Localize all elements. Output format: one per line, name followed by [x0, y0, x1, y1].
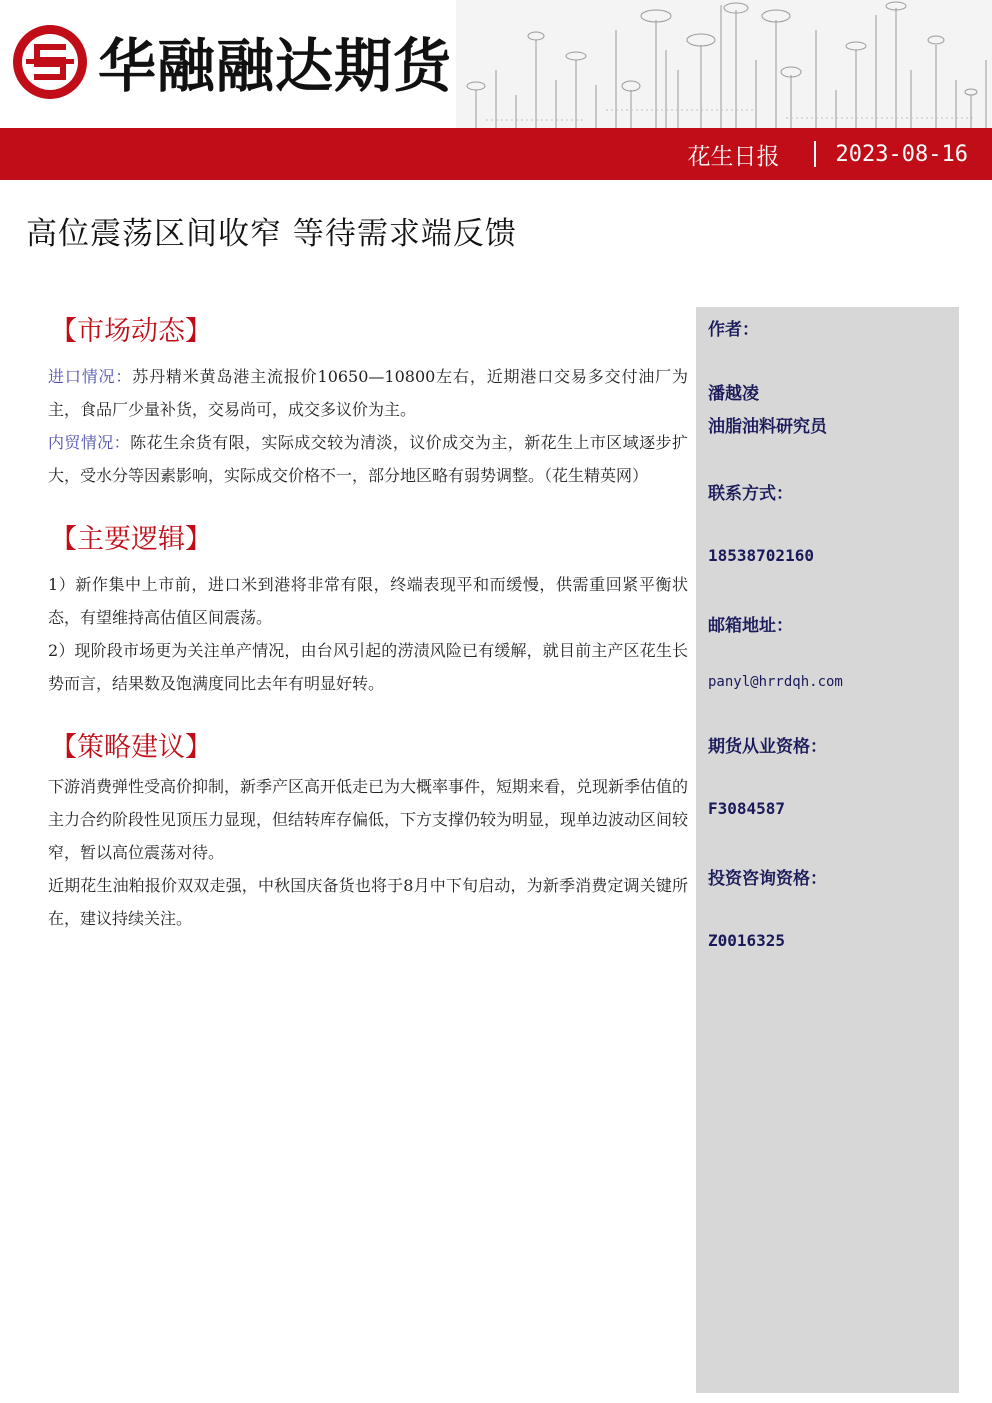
strategy-paragraph: 下游消费弹性受高价抑制，新季产区高开低走已为大概率事件，短期来看，兑现新季估值的主力合约阶段性见顶压力显现，但结转库存偏低，下方支撑仍较为明显，现单边波动区间较窄，暂以高位震荡对待。	[48, 777, 689, 862]
import-text: 苏丹精米黄岛港主流报价10650—10800左右，近期港口交易多交付油厂为主，食品厂少量补货，交易尚可，成交多议价为主。	[48, 367, 688, 419]
page-title: 高位震荡区间收窄 等待需求端反馈	[26, 216, 517, 252]
decorative-lines-graphic	[456, 0, 992, 130]
strategy-paragraph: 近期花生油粕报价双双走强，中秋国庆备货也将于8月中下旬启动，为新季消费定调关键所在，建议持续关注。	[48, 876, 688, 928]
author-name: 潘越凌	[708, 384, 759, 404]
email-address[interactable]: panyl@hrrdqh.com	[708, 674, 843, 690]
domestic-paragraph	[48, 426, 688, 492]
author-sidebar	[696, 307, 959, 1393]
report-header	[0, 0, 992, 185]
futures-qualification-id: F3084587	[708, 799, 786, 818]
company-name: 华融融达期货	[98, 32, 453, 100]
import-paragraph	[48, 360, 688, 426]
logic-item: 1）新作集中上市前，进口米到港将非常有限，终端表现平和而缓慢，供需重回紧平衡状态，有望维持高估值区间震荡。	[48, 575, 688, 627]
author-title: 油脂油料研究员	[708, 417, 827, 437]
domestic-lead: 内贸情况：	[48, 433, 131, 452]
import-lead: 进口情况：	[48, 367, 133, 386]
consult-qualification-id: Z0016325	[708, 931, 786, 950]
section-heading-strategy: 【策略建议】	[50, 732, 212, 763]
email-label: 邮箱地址：	[708, 616, 793, 636]
consult-qualification-label: 投资咨询资格：	[708, 869, 827, 889]
contact-label: 联系方式：	[708, 484, 793, 504]
domestic-text: 陈花生余货有限，实际成交较为清淡，议价成交为主，新花生上市区域逐步扩大，受水分等因素影响，实际成交价格不一，部分地区略有弱势调整。（花生精英网）	[48, 433, 688, 485]
logic-item: 2）现阶段市场更为关注单产情况，由台风引起的涝渍风险已有缓解，就目前主产区花生长势而言，结果数及饱满度同比去年有明显好转。	[48, 641, 688, 693]
report-type: 花生日报	[687, 143, 780, 170]
section-heading-logic: 【主要逻辑】	[50, 524, 212, 555]
report-banner	[0, 128, 992, 180]
phone-number: 18538702160	[708, 546, 814, 565]
futures-qualification-label: 期货从业资格：	[708, 737, 827, 757]
divider	[814, 141, 816, 167]
author-label: 作者：	[708, 320, 759, 340]
company-logo-icon	[10, 22, 90, 102]
section-heading-market: 【市场动态】	[50, 316, 212, 347]
main-content	[48, 310, 688, 935]
report-date: 2023-08-16	[835, 141, 968, 167]
